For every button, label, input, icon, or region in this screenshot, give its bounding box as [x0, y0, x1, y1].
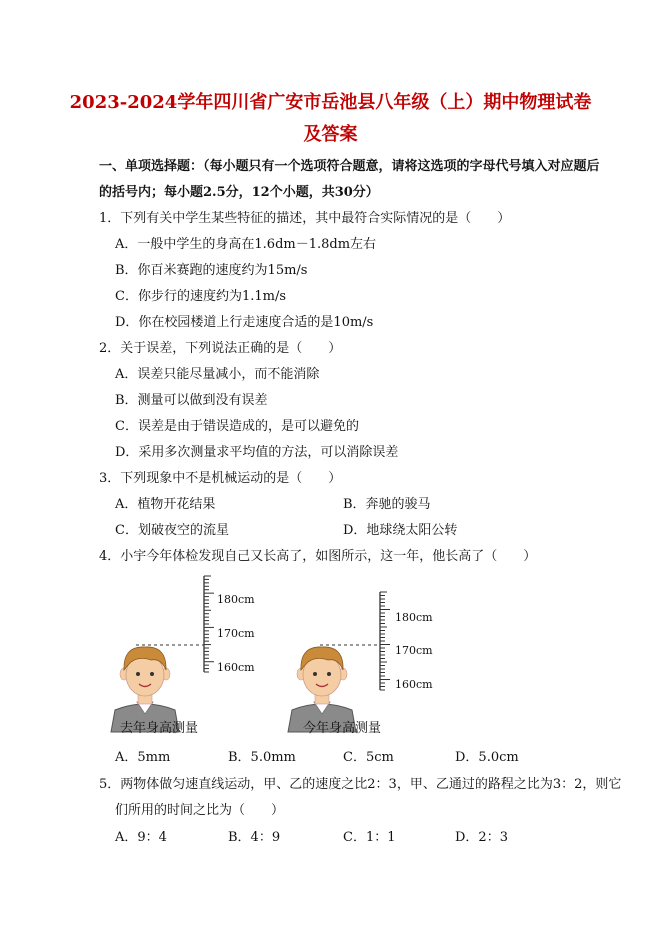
question-2-option-b: B．测量可以做到没有误差 [115, 393, 268, 408]
left-ruler-label-170: 170cm [217, 627, 255, 640]
question-3-option-c: C．划破夜空的流星 [115, 523, 229, 538]
question-2-option-d: D．采用多次测量求平均值的方法，可以消除误差 [115, 445, 399, 460]
section-heading-line-1: 一、单项选择题：（每小题只有一个选项符合题意，请将这选项的字母代号填入对应题后 [99, 159, 600, 174]
right-ruler-label-180: 180cm [395, 611, 433, 624]
exam-title-line-1: 2023-2024学年四川省广安市岳池县八年级（上）期中物理试卷 [69, 92, 592, 113]
question-1-option-b: B．你百米赛跑的速度约为15m/s [115, 263, 308, 278]
right-figure-caption: 今年身高测量 [303, 721, 382, 736]
question-5-stem-line-1: 5．两物体做匀速直线运动，甲、乙的速度之比2：3，甲、乙通过的路程之比为3：2，则它 [99, 777, 622, 792]
exam-title-line-2: 及答案 [303, 124, 358, 145]
question-2-option-a: A．误差只能尽量减小，而不能消除 [115, 367, 320, 382]
question-3-stem: 3．下列现象中不是机械运动的是（ ） [99, 471, 342, 486]
right-ruler-label-160: 160cm [395, 678, 433, 691]
question-3-option-b: B．奔驰的骏马 [343, 497, 431, 512]
question-3-option-d: D．地球绕太阳公转 [343, 523, 458, 538]
question-5-option-c: C．1：1 [343, 830, 396, 845]
question-2-option-c: C．误差是由于错误造成的，是可以避免的 [115, 419, 359, 434]
question-4-option-c: C．5cm [343, 750, 394, 765]
left-figure-caption: 去年身高测量 [120, 721, 199, 736]
question-5-option-d: D．2：3 [455, 830, 508, 845]
question-3-option-a: A．植物开花结果 [115, 497, 216, 512]
question-5-option-b: B．4：9 [228, 830, 281, 845]
left-ruler [204, 576, 214, 672]
question-1-option-d: D．你在校园楼道上行走速度合适的是10m/s [115, 315, 374, 330]
right-ruler [380, 592, 390, 690]
question-4-option-d: D．5.0cm [455, 750, 519, 765]
right-ruler-label-170: 170cm [395, 644, 433, 657]
question-5-stem-line-2: 们所用的时间之比为（ ） [115, 803, 285, 818]
left-ruler-label-180: 180cm [217, 593, 255, 606]
question-4-stem: 4．小宇今年体检发现自己又长高了，如图所示，这一年，他长高了（ ） [99, 549, 537, 564]
question-5-option-a: A．9：4 [115, 830, 167, 845]
question-1-option-c: C．你步行的速度约为1.1m/s [115, 289, 286, 304]
question-1-stem: 1．下列有关中学生某些特征的描述，其中最符合实际情况的是（ ） [99, 211, 511, 226]
question-2-stem: 2．关于误差，下列说法正确的是（ ） [99, 341, 342, 356]
left-ruler-label-160: 160cm [217, 661, 255, 674]
question-1-option-a: A．一般中学生的身高在1.6dm－1.8dm左右 [115, 237, 377, 252]
section-heading-line-2: 的括号内；每小题2.5分，12个小题，共30分） [99, 185, 379, 200]
question-4-option-b: B．5.0mm [228, 750, 296, 765]
question-4-option-a: A．5mm [115, 750, 171, 765]
